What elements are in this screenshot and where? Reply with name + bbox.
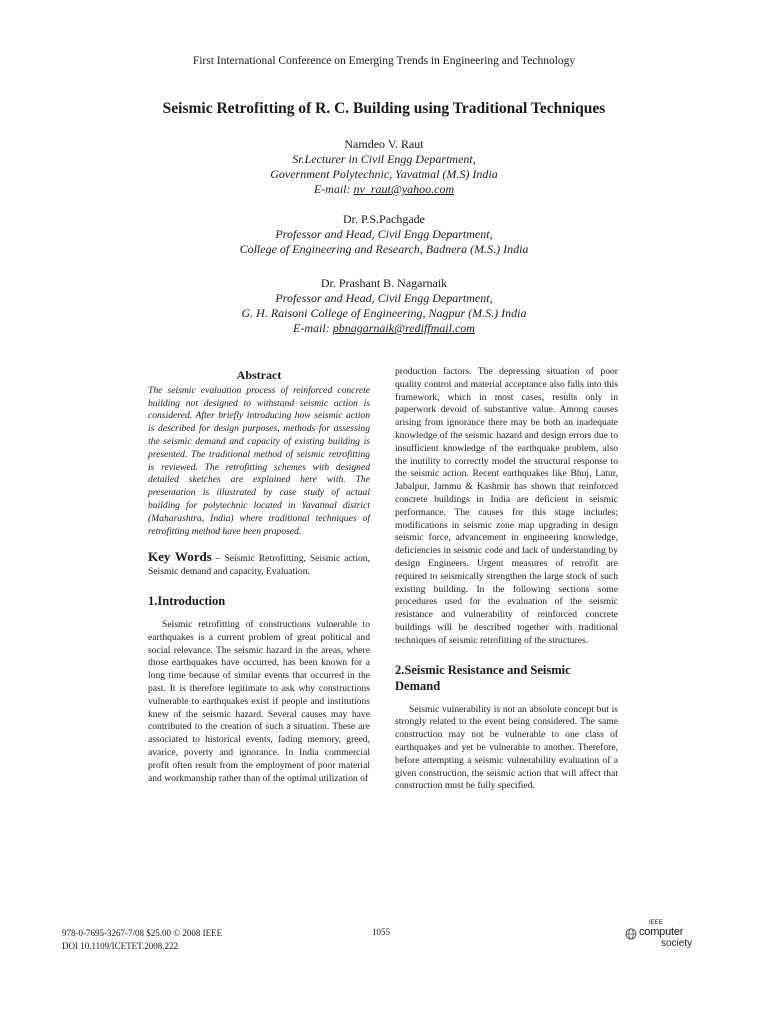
author-email-line bbox=[0, 321, 768, 336]
seismic-resistance-text: Seismic vulnerability is not an absolute concept but is strongly related to the event being considered. The same construction may not be vulnerable to one class of earthquakes and yet be vulnerable to another. Therefore, before attempting a seismic vulnerability evaluation of a given construction, the seismic action that will affect that construction must be fully specified. bbox=[395, 703, 618, 792]
logo-computer-text: computer bbox=[639, 926, 684, 938]
author-affiliation: G. H. Raisoni College of Engineering, Nagpur (M.S.) India bbox=[241, 306, 527, 320]
section-heading-introduction: 1.Introduction bbox=[148, 593, 226, 608]
author-email-line bbox=[0, 182, 768, 197]
abstract-text: The seismic evaluation process of reinforced concrete building not designed to withstand seismic action is considered. After briefly introducing how seismic action is described for design purposes, methods for assessing the seismic demand and capacity of existing building is presented. The traditional method of seismic retrofitting is reviewed. The retrofitting schemes with designed detailed sketches are explained here with. The presentation is illustrated by case study of actual building for polytechnic located in Yavatmal district (Maharashtra, India) where traditional techniques of retrofitting method have been proposed. bbox=[148, 384, 370, 537]
author-block-2 bbox=[0, 212, 768, 257]
author-affiliation: Professor and Head, Civil Engg Department, bbox=[275, 291, 493, 305]
paper-title: Seismic Retrofitting of R. C. Building using Traditional Techniques bbox=[162, 100, 606, 117]
keywords-text: – Seismic Retrofitting, Seismic action, Seismic demand and capacity, Evaluation. bbox=[148, 553, 370, 578]
email-label: E-mail: bbox=[293, 321, 333, 335]
author-name: Dr. Prashant B. Nagarnaik bbox=[320, 276, 448, 290]
author-name: Dr. P.S.Pachgade bbox=[343, 212, 425, 226]
computer-society-logo bbox=[625, 920, 705, 950]
doi-line: DOI 10.1109/ICETET.2008.222 bbox=[62, 941, 178, 951]
globe-icon bbox=[625, 928, 637, 940]
conference-header: First International Conference on Emerging Trends in Engineering and Technology bbox=[192, 55, 576, 67]
left-column bbox=[148, 369, 370, 785]
footer-publication-info bbox=[62, 927, 222, 953]
keywords bbox=[148, 551, 370, 579]
author-affiliation: Sr.Lecturer in Civil Engg Department, bbox=[292, 152, 476, 166]
keywords-label: Key Words bbox=[148, 549, 212, 565]
email-label: E-mail: bbox=[313, 182, 354, 196]
author-affiliation: College of Engineering and Research, Badnera (M.S.) India bbox=[239, 242, 529, 256]
logo-society-text: society bbox=[661, 938, 693, 949]
section-heading-seismic-resistance: 2.Seismic Resistance and Seismic Demand bbox=[395, 662, 571, 693]
right-column bbox=[395, 366, 618, 793]
abstract-heading: Abstract bbox=[236, 368, 282, 382]
introduction-continued-text: production factors. The depressing situation of poor quality control and material acceptance also falls into this framework, which in most cases, results only in paperwork devoid of substantive value. Among causes arising from ignorance there may be both an inadequate knowledge of the seismic hazard and design errors due to insufficient knowledge of the earthquake problem, also the inutility to correctly model the structural response to the seismic action. Recent earthquakes like Bhuj, Latur, Jabalpur, Jammu & Kashmir has shown that reinforced concrete buildings in India are deficient in seismic performance. The causes for this stage includes; modifications in seismic zone map upgrading in design seismic force, advancement in engineering knowledge, deficiencies in seismic code and lack of understanding by design Engineers. Urgent measures of retrofit are required to seismically strengthen the large stock of such existing building. In the following sections some procedures used for the evaluation of the seismic resistance and vulnerability of reinforced concrete buildings will be described together with traditional techniques of seismic retrofitting of the structures. bbox=[395, 366, 618, 646]
isbn-line: 978-0-7695-3267-7/08 $25.00 © 2008 IEEE bbox=[62, 928, 223, 938]
author-email[interactable]: nv_raut@yahoo.com bbox=[353, 182, 455, 196]
introduction-text: Seismic retrofitting of constructions vulnerable to earthquakes is a current problem of great political and social relevance. The seismic hazard in the areas, where those earthquakes have occurred, has been known for a long time because of similar events that occurred in the past. It is therefore legitimate to ask why constructions vulnerable to earthquakes exist if people and institutions knew of the seismic hazard. Several causes may have contributed to the creation of such a situation. These are associated to historical events, fading memory, greed, avarice, poverty and ignorance. In India commercial profit often result from the employment of poor material and workmanship rather than of the optimal utilization of bbox=[148, 618, 370, 784]
author-name: Namdeo V. Raut bbox=[344, 137, 424, 151]
logo-ieee-text: IEEE bbox=[649, 920, 663, 926]
author-affiliation: Government Polytechnic, Yavatmal (M.S) India bbox=[270, 167, 498, 181]
page-number: 1055 bbox=[372, 927, 390, 937]
author-affiliation: Professor and Head, Civil Engg Department, bbox=[275, 227, 493, 241]
author-block-1 bbox=[0, 137, 768, 197]
author-block-3 bbox=[0, 276, 768, 336]
author-email[interactable]: pbnagarnaik@rediffmail.com bbox=[332, 321, 475, 335]
